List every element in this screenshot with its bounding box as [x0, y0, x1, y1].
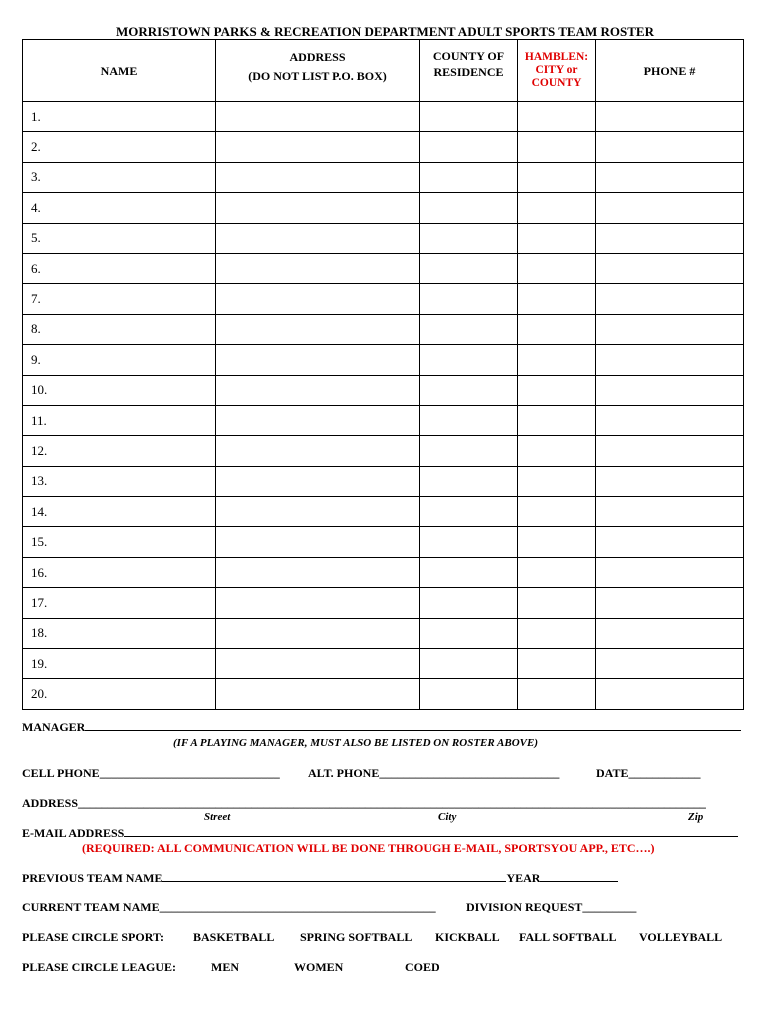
address-line[interactable] [22, 796, 706, 811]
roster-row [23, 162, 744, 192]
county-cell[interactable] [420, 132, 518, 162]
cell-phone-line[interactable] [22, 766, 280, 781]
name-cell[interactable] [23, 345, 216, 375]
county-cell[interactable] [420, 253, 518, 283]
alt-phone-label: ALT. PHONE [308, 766, 380, 780]
phone-cell[interactable] [596, 588, 744, 618]
hamblen-cell[interactable] [518, 223, 596, 253]
date-line[interactable] [596, 766, 700, 781]
header-name: NAME [23, 40, 216, 102]
address-cell[interactable] [216, 557, 420, 587]
row-number: 1. [31, 108, 41, 124]
roster-row [23, 314, 744, 344]
cell-phone-field[interactable]: ______________________________ [99, 766, 280, 780]
sport-option-kickball[interactable]: KICKBALL [435, 930, 500, 944]
address-cell[interactable] [216, 345, 420, 375]
hamblen-cell[interactable] [518, 618, 596, 648]
address-cell[interactable] [216, 497, 420, 527]
row-number: 9. [31, 351, 41, 367]
address-cell[interactable] [216, 527, 420, 557]
county-cell[interactable] [420, 618, 518, 648]
year-field[interactable] [540, 871, 618, 882]
roster-table [22, 39, 744, 710]
manager-label: MANAGER [22, 720, 86, 734]
address-cell[interactable] [216, 588, 420, 618]
phone-cell[interactable] [596, 436, 744, 466]
row-number: 18. [31, 625, 48, 641]
phone-cell[interactable] [596, 284, 744, 314]
address-cell[interactable] [216, 193, 420, 223]
league-label: PLEASE CIRCLE LEAGUE: [22, 960, 177, 974]
phone-cell[interactable] [596, 102, 744, 132]
manager-line[interactable] [22, 720, 741, 735]
phone-cell[interactable] [596, 466, 744, 496]
header-county: COUNTY OF RESIDENCE [420, 40, 518, 102]
phone-cell[interactable] [596, 405, 744, 435]
sport-option-basketball[interactable]: BASKETBALL [193, 930, 275, 944]
date-label: DATE [596, 766, 629, 780]
address-cell[interactable] [216, 223, 420, 253]
hamblen-cell[interactable] [518, 345, 596, 375]
county-cell[interactable] [420, 557, 518, 587]
name-cell[interactable] [23, 436, 216, 466]
county-cell[interactable] [420, 223, 518, 253]
address-cell[interactable] [216, 132, 420, 162]
address-cell[interactable] [216, 405, 420, 435]
phone-cell[interactable] [596, 649, 744, 679]
county-cell[interactable] [420, 588, 518, 618]
alt-phone-field[interactable]: ______________________________ [379, 766, 560, 780]
manager-note: (IF A PLAYING MANAGER, MUST ALSO BE LISTED ON ROSTER ABOVE) [173, 737, 539, 749]
county-cell[interactable] [420, 102, 518, 132]
address-cell[interactable] [216, 436, 420, 466]
county-cell[interactable] [420, 314, 518, 344]
name-cell[interactable] [23, 649, 216, 679]
roster-row [23, 223, 744, 253]
phone-cell[interactable] [596, 375, 744, 405]
previous-team-line[interactable] [22, 871, 618, 886]
hamblen-cell[interactable] [518, 314, 596, 344]
name-cell[interactable] [23, 375, 216, 405]
current-team-label: CURRENT TEAM NAME [22, 900, 160, 914]
address-field[interactable]: _________________________________________________________________________________________________________ [78, 796, 706, 810]
roster-row [23, 284, 744, 314]
county-cell[interactable] [420, 679, 518, 709]
county-cell[interactable] [420, 436, 518, 466]
hamblen-cell[interactable] [518, 527, 596, 557]
address-cell[interactable] [216, 375, 420, 405]
phone-cell[interactable] [596, 223, 744, 253]
email-note: (REQUIRED: ALL COMMUNICATION WILL BE DONE THROUGH E-MAIL, SPORTSYOU APP., ETC….) [82, 841, 655, 855]
hamblen-cell[interactable] [518, 679, 596, 709]
address-cell[interactable] [216, 102, 420, 132]
address-zip-caption: Zip [688, 811, 704, 823]
county-cell[interactable] [420, 405, 518, 435]
name-cell[interactable] [23, 497, 216, 527]
email-label: E-MAIL ADDRESS [22, 826, 125, 840]
county-cell[interactable] [420, 193, 518, 223]
manager-field[interactable] [85, 720, 741, 731]
roster-row [23, 649, 744, 679]
name-cell[interactable] [23, 253, 216, 283]
alt-phone-line[interactable] [308, 766, 559, 781]
phone-cell[interactable] [596, 497, 744, 527]
address-cell[interactable] [216, 162, 420, 192]
hamblen-cell[interactable] [518, 649, 596, 679]
name-cell[interactable] [23, 193, 216, 223]
county-cell[interactable] [420, 649, 518, 679]
row-number: 10. [31, 382, 48, 398]
hamblen-cell[interactable] [518, 162, 596, 192]
row-number: 7. [31, 291, 41, 307]
roster-row [23, 557, 744, 587]
name-cell[interactable] [23, 132, 216, 162]
phone-cell[interactable] [596, 162, 744, 192]
division-line[interactable] [466, 900, 636, 915]
row-number: 3. [31, 169, 41, 185]
name-cell[interactable] [23, 314, 216, 344]
row-number: 19. [31, 655, 48, 671]
phone-cell[interactable] [596, 527, 744, 557]
name-cell[interactable] [23, 679, 216, 709]
name-cell[interactable] [23, 527, 216, 557]
roster-row [23, 588, 744, 618]
address-cell[interactable] [216, 618, 420, 648]
name-cell[interactable] [23, 588, 216, 618]
address-cell[interactable] [216, 314, 420, 344]
hamblen-cell[interactable] [518, 557, 596, 587]
roster-row [23, 132, 744, 162]
email-field[interactable] [124, 826, 738, 837]
phone-cell[interactable] [596, 557, 744, 587]
league-option-men[interactable]: MEN [211, 960, 239, 974]
row-number: 5. [31, 230, 41, 246]
county-cell[interactable] [420, 527, 518, 557]
roster-row [23, 193, 744, 223]
roster-row [23, 405, 744, 435]
address-street-caption: Street [204, 811, 231, 823]
phone-cell[interactable] [596, 253, 744, 283]
roster-row [23, 253, 744, 283]
name-cell[interactable] [23, 223, 216, 253]
county-cell[interactable] [420, 466, 518, 496]
row-number: 17. [31, 594, 48, 610]
hamblen-cell[interactable] [518, 497, 596, 527]
row-number: 20. [31, 686, 48, 702]
phone-cell[interactable] [596, 618, 744, 648]
current-team-line[interactable] [22, 900, 436, 915]
row-number: 13. [31, 473, 48, 489]
roster-row [23, 345, 744, 375]
name-cell[interactable] [23, 102, 216, 132]
roster-row [23, 375, 744, 405]
address-cell[interactable] [216, 466, 420, 496]
hamblen-cell[interactable] [518, 588, 596, 618]
roster-row [23, 497, 744, 527]
hamblen-cell[interactable] [518, 466, 596, 496]
previous-team-label: PREVIOUS TEAM NAME [22, 871, 163, 885]
address-label: ADDRESS [22, 796, 79, 810]
name-cell[interactable] [23, 557, 216, 587]
date-field[interactable]: ____________ [628, 766, 701, 780]
phone-cell[interactable] [596, 345, 744, 375]
roster-row [23, 436, 744, 466]
cell-phone-label: CELL PHONE [22, 766, 100, 780]
roster-header-row [23, 40, 744, 102]
header-phone: PHONE # [596, 40, 744, 102]
row-number: 16. [31, 564, 48, 580]
hamblen-cell[interactable] [518, 375, 596, 405]
name-cell[interactable] [23, 618, 216, 648]
row-number: 15. [31, 534, 48, 550]
county-cell[interactable] [420, 375, 518, 405]
address-city-caption: City [438, 811, 457, 823]
form-title: MORRISTOWN PARKS & RECREATION DEPARTMENT ADULT SPORTS TEAM ROSTER [116, 24, 654, 39]
row-number: 12. [31, 442, 48, 458]
county-cell[interactable] [420, 284, 518, 314]
header-hamblen: HAMBLEN: CITY or COUNTY [518, 40, 596, 102]
league-option-women[interactable]: WOMEN [294, 960, 344, 974]
phone-cell[interactable] [596, 314, 744, 344]
roster-row [23, 679, 744, 709]
name-cell[interactable] [23, 162, 216, 192]
name-cell[interactable] [23, 466, 216, 496]
hamblen-cell[interactable] [518, 193, 596, 223]
address-cell[interactable] [216, 253, 420, 283]
county-cell[interactable] [420, 345, 518, 375]
address-cell[interactable] [216, 649, 420, 679]
phone-cell[interactable] [596, 679, 744, 709]
row-number: 14. [31, 503, 48, 519]
address-cell[interactable] [216, 284, 420, 314]
sport-option-volleyball[interactable]: VOLLEYBALL [639, 930, 723, 944]
name-cell[interactable] [23, 405, 216, 435]
hamblen-cell[interactable] [518, 405, 596, 435]
phone-cell[interactable] [596, 193, 744, 223]
phone-cell[interactable] [596, 132, 744, 162]
league-option-coed[interactable]: COED [405, 960, 440, 974]
previous-team-field[interactable] [162, 871, 506, 882]
sport-option-spring-softball[interactable]: SPRING SOFTBALL [300, 930, 413, 944]
hamblen-cell[interactable] [518, 102, 596, 132]
county-cell[interactable] [420, 162, 518, 192]
roster-row [23, 527, 744, 557]
email-line[interactable] [22, 826, 738, 841]
hamblen-cell[interactable] [518, 284, 596, 314]
county-cell[interactable] [420, 497, 518, 527]
address-cell[interactable] [216, 679, 420, 709]
row-number: 2. [31, 139, 41, 155]
hamblen-cell[interactable] [518, 436, 596, 466]
row-number: 4. [31, 199, 41, 215]
roster-row [23, 102, 744, 132]
row-number: 6. [31, 260, 41, 276]
hamblen-cell[interactable] [518, 132, 596, 162]
sport-label: PLEASE CIRCLE SPORT: [22, 930, 165, 944]
name-cell[interactable] [23, 284, 216, 314]
row-number: 11. [31, 412, 47, 428]
row-number: 8. [31, 321, 41, 337]
sport-option-fall-softball[interactable]: FALL SOFTBALL [519, 930, 617, 944]
division-field[interactable]: _________ [582, 900, 637, 914]
hamblen-cell[interactable] [518, 253, 596, 283]
roster-row [23, 466, 744, 496]
current-team-field[interactable]: ______________________________________________ [159, 900, 436, 914]
division-label: DIVISION REQUEST [466, 900, 583, 914]
header-address: ADDRESS (DO NOT LIST P.O. BOX) [216, 40, 420, 102]
roster-row [23, 618, 744, 648]
year-label: YEAR [506, 871, 541, 885]
